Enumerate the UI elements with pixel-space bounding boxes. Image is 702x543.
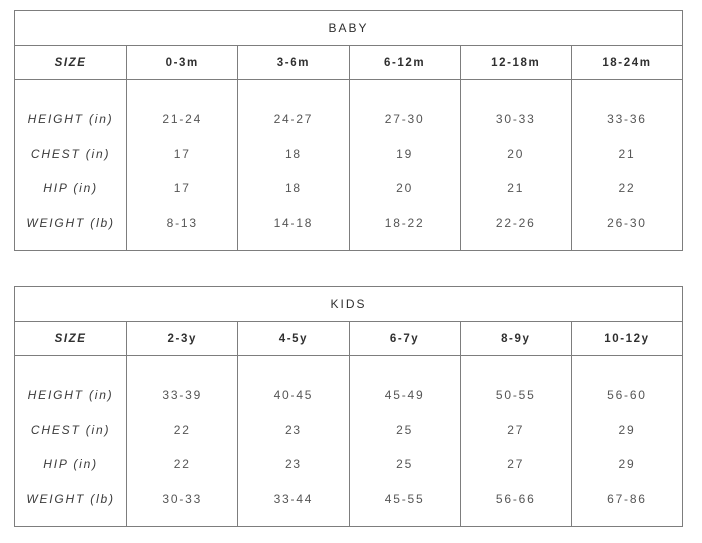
size-name: 6-12m (350, 46, 460, 80)
size-name: 18-24m (572, 46, 682, 80)
kids-size-chart (14, 286, 683, 527)
height-value: 56-60 (607, 388, 647, 402)
size-column (237, 46, 348, 251)
chest-value: 22 (173, 422, 191, 437)
row-label-height: HEIGHT (in) (27, 112, 114, 126)
weight-value: 56-66 (495, 491, 536, 506)
row-label-hip: HIP (in) (43, 181, 98, 195)
row-label-chest: CHEST (in) (30, 422, 111, 437)
label-column (15, 322, 126, 527)
size-name: 0-3m (127, 46, 237, 80)
weight-value: 30-33 (162, 491, 203, 506)
hip-value: 21 (507, 181, 525, 195)
size-column (349, 322, 460, 527)
height-value: 45-49 (384, 388, 425, 402)
weight-value: 18-22 (384, 215, 425, 230)
weight-value: 8-13 (166, 215, 198, 230)
size-column (460, 46, 571, 251)
weight-value: 26-30 (607, 215, 647, 230)
chest-value: 23 (284, 422, 302, 437)
weight-value: 33-44 (273, 491, 314, 506)
hip-value: 29 (618, 457, 636, 471)
height-value: 50-55 (495, 388, 536, 402)
weight-value: 14-18 (273, 215, 314, 230)
chest-value: 25 (396, 422, 414, 437)
weight-value: 22-26 (495, 215, 536, 230)
weight-value: 45-55 (384, 491, 425, 506)
weight-value: 67-86 (607, 491, 647, 506)
size-name: 12-18m (461, 46, 571, 80)
hip-value: 23 (284, 457, 302, 471)
chest-value: 19 (396, 146, 414, 161)
size-name: 4-5y (238, 322, 348, 356)
size-name: 3-6m (238, 46, 348, 80)
size-header: SIZE (15, 322, 126, 356)
size-grid (15, 322, 682, 527)
size-column (349, 46, 460, 251)
size-column (460, 322, 571, 527)
hip-value: 22 (173, 457, 191, 471)
chest-value: 18 (284, 146, 302, 161)
chart-title: KIDS (15, 287, 682, 322)
hip-value: 27 (507, 457, 525, 471)
hip-value: 20 (396, 181, 414, 195)
chest-value: 17 (173, 146, 191, 161)
size-column (237, 322, 348, 527)
height-value: 21-24 (162, 112, 203, 126)
height-value: 33-39 (162, 388, 203, 402)
row-label-weight: WEIGHT (lb) (26, 215, 115, 230)
size-column (126, 322, 237, 527)
size-column (571, 46, 682, 251)
row-label-chest: CHEST (in) (30, 146, 111, 161)
row-label-height: HEIGHT (in) (27, 388, 114, 402)
height-value: 40-45 (273, 388, 314, 402)
size-header: SIZE (15, 46, 126, 80)
hip-value: 25 (396, 457, 414, 471)
height-value: 30-33 (495, 112, 536, 126)
height-value: 33-36 (607, 112, 647, 126)
chest-value: 27 (507, 422, 525, 437)
row-label-weight: WEIGHT (lb) (26, 491, 115, 506)
hip-value: 18 (284, 181, 302, 195)
height-value: 27-30 (384, 112, 425, 126)
chest-value: 29 (618, 422, 636, 437)
size-column (126, 46, 237, 251)
size-column (571, 322, 682, 527)
size-grid (15, 46, 682, 251)
size-name: 10-12y (572, 322, 682, 356)
baby-size-chart (14, 10, 683, 251)
chest-value: 20 (507, 146, 525, 161)
hip-value: 22 (618, 181, 636, 195)
label-column (15, 46, 126, 251)
hip-value: 17 (173, 181, 191, 195)
row-label-hip: HIP (in) (43, 457, 98, 471)
chest-value: 21 (618, 146, 636, 161)
size-name: 6-7y (350, 322, 460, 356)
chart-title: BABY (15, 11, 682, 46)
size-name: 2-3y (127, 322, 237, 356)
height-value: 24-27 (273, 112, 314, 126)
size-name: 8-9y (461, 322, 571, 356)
